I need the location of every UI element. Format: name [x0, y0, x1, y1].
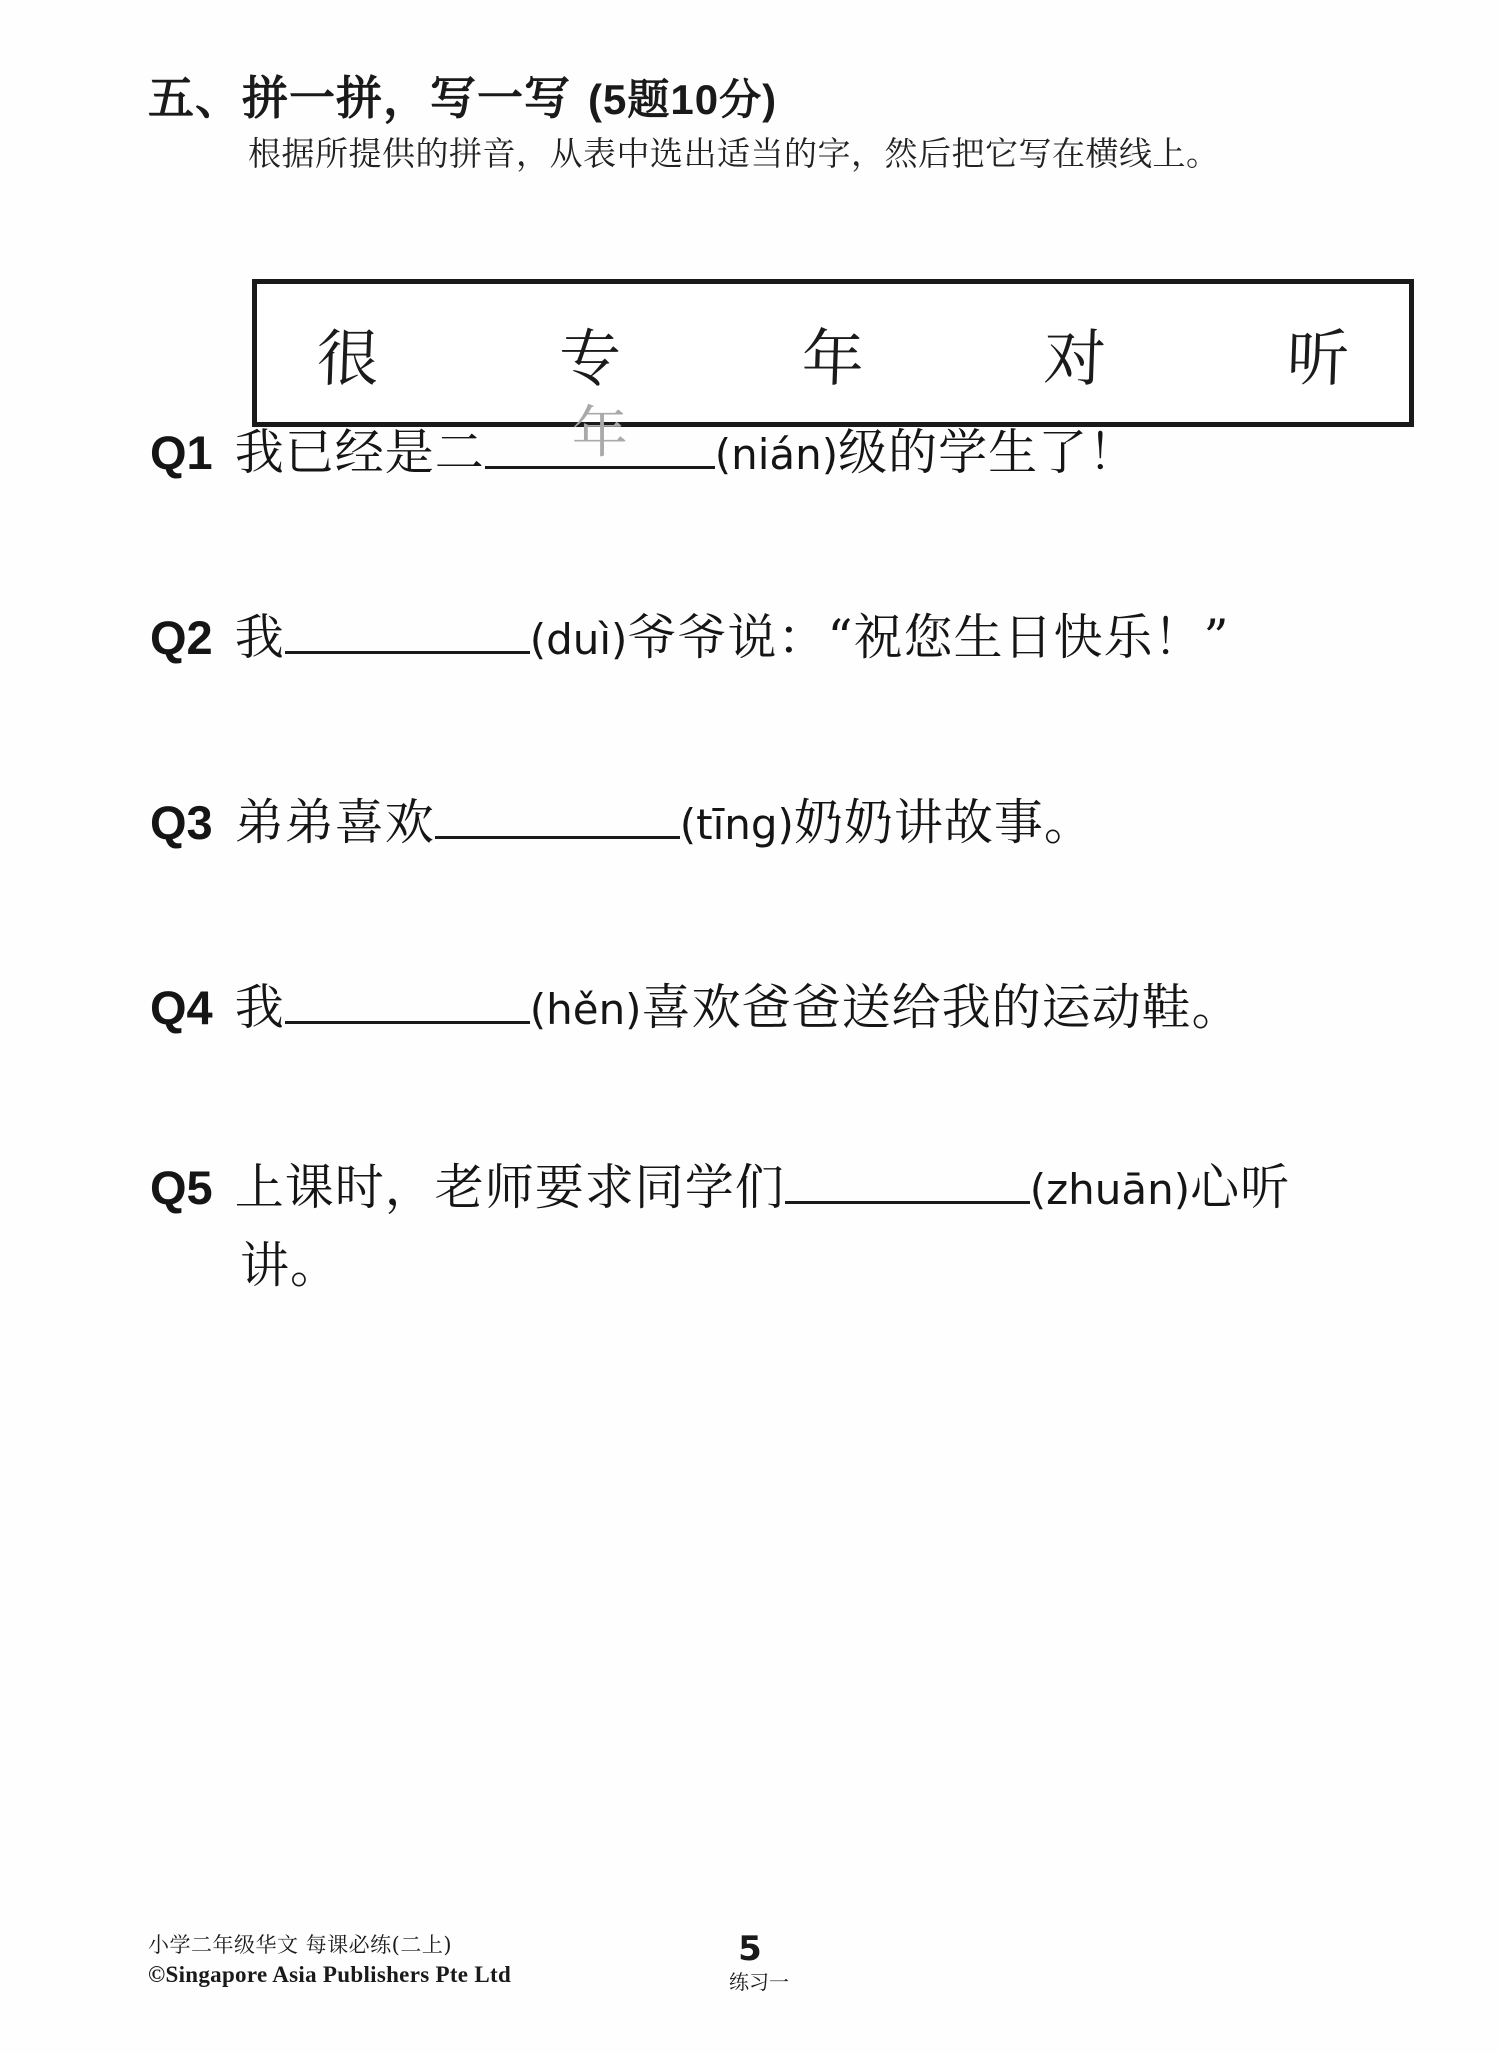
- question-label: Q2: [150, 611, 213, 664]
- question-row: [150, 1150, 1390, 1304]
- question-text-after: 级的学生了！: [838, 424, 1139, 481]
- question-label: Q3: [150, 796, 213, 849]
- question-row: [150, 600, 1390, 678]
- word-bank-char: 很: [315, 321, 381, 395]
- page-footer-center: [0, 1930, 1500, 1996]
- word-bank-char: 对: [1043, 321, 1108, 395]
- section-heading-text: 五、拼一拼，写一写: [148, 71, 571, 125]
- question-pinyin: (nián): [714, 430, 839, 479]
- question-pinyin: (duì): [529, 615, 628, 664]
- question-text-before: 我: [234, 609, 285, 666]
- question-label: Q5: [150, 1161, 213, 1214]
- question-text-before: 我已经是二: [234, 424, 485, 481]
- answer-blank[interactable]: [285, 971, 530, 1024]
- question-label: Q1: [150, 426, 213, 479]
- question-row: [150, 970, 1390, 1048]
- question-pinyin: (hěn): [529, 985, 642, 1034]
- question-text-before: 上课时，老师要求同学们: [234, 1159, 785, 1216]
- question-text-before: 弟弟喜欢: [234, 794, 435, 851]
- question-row: [150, 401, 1390, 493]
- section-instructions: 根据所提供的拼音，从表中选出适当的字，然后把它写在横线上。: [248, 134, 1220, 173]
- exercise-label: 练习一: [729, 1970, 789, 1994]
- question-text-after-line2: 讲。: [240, 1237, 341, 1294]
- footer-copyright: ©Singapore Asia Publishers Pte Ltd: [148, 1962, 512, 1987]
- page-number: 5: [738, 1929, 762, 1969]
- question-text-after: 爷爷说：“祝您生日快乐！”: [627, 609, 1230, 666]
- question-pinyin: (tīng): [679, 800, 794, 849]
- answer-blank[interactable]: [485, 401, 715, 469]
- answer-blank[interactable]: [285, 601, 530, 654]
- footer-book-title: 小学二年级华文 每课必练(二上): [148, 1933, 453, 1957]
- word-bank-char: 专: [558, 321, 623, 395]
- word-bank-char: 年: [800, 321, 866, 395]
- section-marks: (5题10分): [588, 76, 778, 123]
- answer-blank[interactable]: [435, 786, 680, 839]
- question-text-before: 我: [234, 979, 285, 1036]
- word-bank-characters: [317, 284, 1349, 422]
- question-text-after: 心听: [1190, 1159, 1291, 1216]
- answer-handwriting: 年: [571, 401, 628, 466]
- question-text-after: 喜欢爸爸送给我的运动鞋。: [641, 979, 1242, 1036]
- question-row: [150, 785, 1390, 863]
- question-text-after: 奶奶讲故事。: [793, 794, 1094, 851]
- question-pinyin: (zhuān): [1029, 1165, 1191, 1214]
- question-label: Q4: [150, 981, 213, 1034]
- word-bank-box: [252, 279, 1414, 427]
- section-heading: [148, 62, 777, 128]
- word-bank-char: 听: [1285, 321, 1351, 395]
- answer-blank[interactable]: [785, 1151, 1030, 1204]
